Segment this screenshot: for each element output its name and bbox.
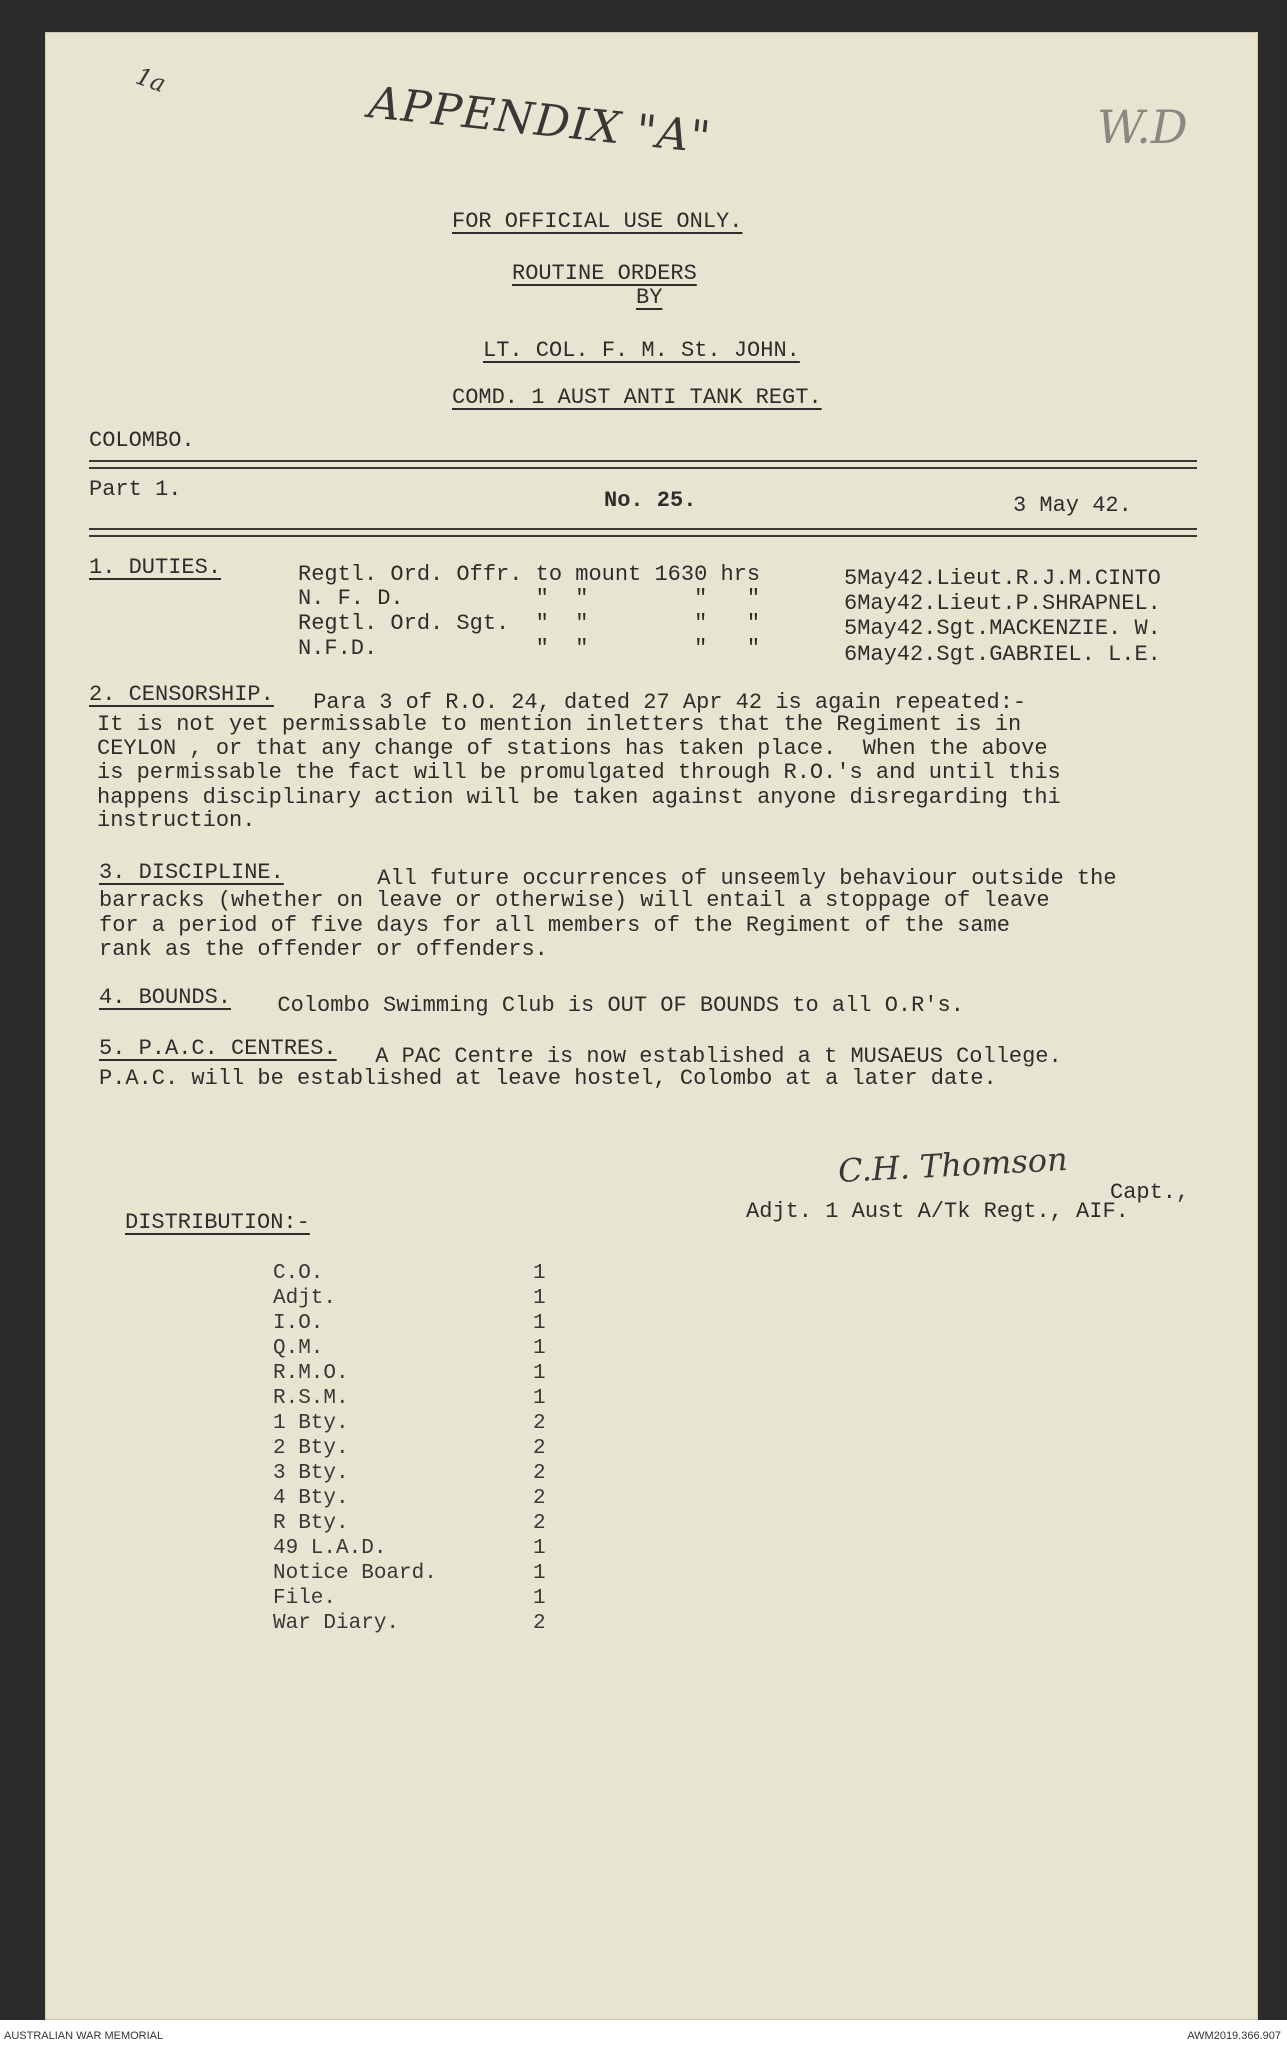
- distribution-quantity: 1: [533, 1562, 546, 1585]
- signatory-title: Adjt. 1 Aust A/Tk Regt., AIF.: [746, 1199, 1129, 1224]
- distribution-recipient: 4 Bty.: [273, 1487, 349, 1510]
- distribution-recipient: I.O.: [273, 1312, 324, 1335]
- distribution-recipient: War Diary.: [273, 1612, 400, 1635]
- distribution-quantity: 1: [533, 1337, 546, 1360]
- distribution-recipient: Q.M.: [273, 1337, 324, 1360]
- censorship-line: instruction.: [97, 808, 256, 833]
- distribution-row: [273, 1362, 593, 1385]
- header-rule-bottom-2: [89, 535, 1197, 537]
- distribution-quantity: 1: [533, 1362, 546, 1385]
- distribution-quantity: 2: [533, 1412, 546, 1435]
- distribution-quantity: 1: [533, 1262, 546, 1285]
- header-rule-top: [89, 460, 1197, 462]
- censorship-line: is permissable the fact will be promulgated through R.O.'s and until this: [97, 760, 1061, 785]
- distribution-row: [273, 1262, 593, 1285]
- discipline-line: barracks (whether on leave or otherwise) will entail a stoppage of leave: [99, 888, 1050, 913]
- handwritten-mark: 1a: [132, 61, 170, 99]
- bounds-text: Colombo Swimming Club is OUT OF BOUNDS to all O.R's.: [251, 993, 964, 1018]
- header-rule-bottom: [89, 528, 1197, 530]
- duty-role: N. F. D. " " " ": [298, 586, 761, 611]
- commander-name: LT. COL. F. M. St. JOHN.: [483, 338, 800, 363]
- duty-assignment: 5May42.Lieut.R.J.M.CINTO: [844, 566, 1161, 591]
- duty-role: N.F.D. " " " ": [298, 636, 761, 661]
- distribution-row: [273, 1437, 593, 1460]
- distribution-recipient: File.: [273, 1587, 337, 1610]
- distribution-row: [273, 1287, 593, 1310]
- distribution-heading: DISTRIBUTION:-: [125, 1210, 310, 1235]
- distribution-row: [273, 1412, 593, 1435]
- duty-role: Regtl. Ord. Offr. to mount 1630 hrs: [298, 562, 761, 587]
- duty-assignment: 5May42.Sgt.MACKENZIE. W.: [844, 616, 1161, 641]
- duty-assignment: 6May42.Lieut.P.SHRAPNEL.: [844, 591, 1161, 616]
- distribution-quantity: 2: [533, 1512, 546, 1535]
- distribution-recipient: R.M.O.: [273, 1362, 349, 1385]
- pac-line: P.A.C. will be established at leave hostel, Colombo at a later date.: [99, 1066, 997, 1091]
- censorship-line: happens disciplinary action will be taken against anyone disregarding thi: [97, 785, 1061, 810]
- distribution-row: [273, 1337, 593, 1360]
- distribution-recipient: C.O.: [273, 1262, 324, 1285]
- distribution-row: [273, 1537, 593, 1560]
- bounds-heading: 4. BOUNDS.: [99, 985, 232, 1010]
- distribution-row: [273, 1462, 593, 1485]
- footer-institution: AUSTRALIAN WAR MEMORIAL: [4, 2030, 164, 2042]
- censorship-line: CEYLON , or that any change of stations has taken place. When the above: [97, 736, 1048, 761]
- distribution-recipient: Notice Board.: [273, 1562, 437, 1585]
- duty-assignment: 6May42.Sgt.GABRIEL. L.E.: [844, 642, 1161, 667]
- distribution-quantity: 1: [533, 1587, 546, 1610]
- distribution-quantity: 2: [533, 1487, 546, 1510]
- archive-footer: [0, 2020, 1287, 2061]
- distribution-quantity: 1: [533, 1537, 546, 1560]
- distribution-row: [273, 1487, 593, 1510]
- distribution-row: [273, 1587, 593, 1610]
- part-number: Part 1.: [89, 477, 182, 502]
- distribution-row: [273, 1312, 593, 1335]
- distribution-recipient: R.S.M.: [273, 1387, 349, 1410]
- document-page: [45, 32, 1258, 2020]
- pac-line: A PAC Centre is now established a t MUSAEUS College.: [362, 1044, 1062, 1069]
- censorship-line: It is not yet permissable to mention inletters that the Regiment is in: [97, 712, 1022, 737]
- distribution-recipient: Adjt.: [273, 1287, 337, 1310]
- header-rule-top-2: [89, 467, 1197, 469]
- distribution-quantity: 2: [533, 1437, 546, 1460]
- distribution-row: [273, 1612, 593, 1635]
- classification-heading: FOR OFFICIAL USE ONLY.: [452, 209, 743, 234]
- footer-accession: AWM2019.366.907: [1187, 2030, 1281, 2042]
- handwritten-signature: C.H. Thomson: [837, 1140, 1069, 1190]
- distribution-row: [273, 1512, 593, 1535]
- distribution-row: [273, 1562, 593, 1585]
- distribution-quantity: 2: [533, 1612, 546, 1635]
- distribution-quantity: 1: [533, 1387, 546, 1410]
- duties-heading: 1. DUTIES.: [89, 555, 222, 580]
- discipline-line: rank as the offender or offenders.: [99, 937, 548, 962]
- discipline-line: for a period of five days for all members of the Regiment of the same: [99, 913, 1010, 938]
- distribution-quantity: 1: [533, 1312, 546, 1335]
- distribution-recipient: 2 Bty.: [273, 1437, 349, 1460]
- war-diary-annotation: W.D: [1097, 100, 1188, 154]
- duty-role: Regtl. Ord. Sgt. " " " ": [298, 611, 761, 636]
- pac-heading: 5. P.A.C. CENTRES.: [99, 1036, 337, 1061]
- place: COLOMBO.: [89, 428, 195, 453]
- order-date: 3 May 42.: [1013, 493, 1132, 518]
- distribution-recipient: 49 L.A.D.: [273, 1537, 387, 1560]
- unit-name: COMD. 1 AUST ANTI TANK REGT.: [452, 385, 822, 410]
- order-number: No. 25.: [604, 488, 697, 513]
- appendix-annotation: APPENDIX "A": [366, 77, 714, 164]
- signatory-rank: Capt.,: [1110, 1180, 1190, 1205]
- discipline-line: All future occurrences of unseemly behaviour outside the: [364, 866, 1117, 891]
- distribution-row: [273, 1387, 593, 1410]
- distribution-recipient: 1 Bty.: [273, 1412, 349, 1435]
- distribution-quantity: 2: [533, 1462, 546, 1485]
- distribution-recipient: R Bty.: [273, 1512, 349, 1535]
- censorship-heading: 2. CENSORSHIP.: [89, 682, 274, 707]
- censorship-line: Para 3 of R.O. 24, dated 27 Apr 42 is again repeated:-: [300, 690, 1027, 715]
- distribution-recipient: 3 Bty.: [273, 1462, 349, 1485]
- distribution-quantity: 1: [533, 1287, 546, 1310]
- routine-orders-title: ROUTINE ORDERS: [512, 261, 697, 286]
- by-line: BY: [636, 285, 663, 310]
- discipline-heading: 3. DISCIPLINE.: [99, 860, 284, 885]
